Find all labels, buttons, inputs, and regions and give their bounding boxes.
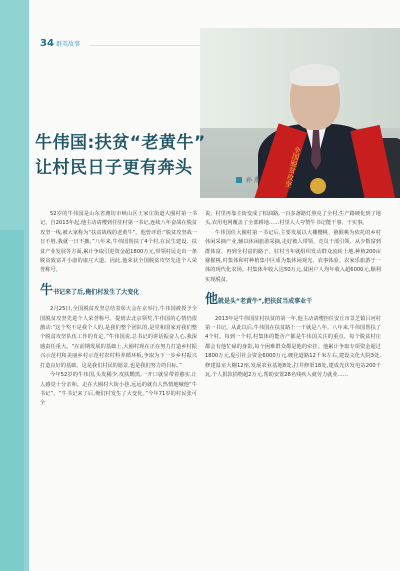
author-marker-icon (236, 177, 242, 183)
left-decorative-band-lower (0, 230, 24, 571)
right-paragraph-1: 说。村里再靠主街变成了柏油路,一百多盏路灯照亮了全村,生产路硬化到了地头,农用电网覆盖了全部耕地……村里人人夸赞牛书记能干事、干实事。 (205, 211, 381, 227)
left-intro-paragraph: 52岁的牛伟国是山东省潍坊市峡山区王家庄街道大圈村第一书记。自2013年起,他主动请缨到任驻村第一书记,连续八年奋战在脱贫攻坚一线,被大家称为“扶贫战线的老黄牛”。他曾评语:“脱贫攻坚战一日不胜,我就一日不撤。”八年来,牛伟国帮扶了4个村,在民生建设、扶贫产业发展等方面,累计争取引进资金超1800万元,带领村民走出一条脱贫致富并小康的康庄大道。因此,他荣获全国脱贫攻坚先进个人荣誉称号。 (40, 211, 197, 274)
section-tag: 群英故事 (56, 41, 81, 48)
photo-medal (310, 178, 326, 194)
right-paragraph-3: 2013年是牛伟国驻村扶贫的第一年,他主动请缨担任安丘市景芝镇吕河村第一书记。从此以后,牛伟国在扶贫路上一干就是八年。八年来,牛伟国帮扶了4个村。每到一个村,村集体的能否产都是牛伟国关注的重点。每个脱贫村庄都会有他忙碌的身影,每个困难群众都是他的牵挂。他累计争取专项资金超过1800万元,促引社会资金6000万元,硬化道路12千米左右,建设文化大院3处,修建温室大棚12座,发展农业基地8处,打井修渠18处,建成光伏发电站200千瓦,个人捐款捐物超2万元,帮助安置28名残疾人就劳力就业…… (205, 315, 381, 379)
left-column (40, 210, 197, 409)
left-paragraph-2: 2月25日,全国脱贫攻坚总结表彰大会在京举行,牛伟国被授予全国脱贫攻坚先进个人荣誉称号。提到去北京领奖,牛伟国的心情仍很激动:“这个奖不是我个人的,是我们整个团队的,是党和国家对我们整个脱贫攻坚队伍工作的肯定。”牛伟国说,总书记的讲话振奋人心,我深感责任重大。“在前期发展的基础上,大圈村现在正在努力打造乡村振兴示范村和美丽乡村示范村农村科养循环板,争取为下一步乡村振兴打造良好的基础。这是我们村民的愿景,也是我们努力的目标。” (40, 306, 197, 369)
article-author: 孙 燕 (246, 177, 260, 184)
left-paragraph-3: 今年52岁的牛伟国,头发稀少,皮肤黝黑,一开口就显带着憨实,让人感觉十分亲和。走在大圈村大街小巷,远远的就有人热情地喊他“牛书记”。“牛书记来了后,俺们村发生了大变化。”今年71岁的村民张可全 (40, 372, 197, 407)
article-title-line1: 牛伟国:扶贫“老黄牛” (35, 133, 206, 153)
portrait-photo (200, 28, 400, 198)
article-title-line2: 让村民日子更有奔头 (35, 158, 193, 178)
right-paragraph-2: 牛伟国任大圈村第一书记后,主要发展以大棚樱桃、猕猴桃为依托的乡村休闲采摘产业,辅以休闲旅游采摘,走好被人带领、竞员干部引领、从少数富到群体富、再到全村富的路子。驻村当年就组织发动群众流转土地,种植200亩猕猴桃,村集体和村种植集中区成为集休闲观光、农事体验、农家乐旅游于一体的现代化农场。村集体年收入达50万元,贫困户人均年收入超6000元,顺利实现脱贫。 (205, 229, 381, 283)
subheading-1-text: 书记来了后,俺们村发生了大变化 (53, 288, 140, 296)
subheading-1-initial: 牛 (40, 282, 54, 298)
subheading-2-text: 就是头“老黄牛”,把扶贫当成事业干 (218, 298, 313, 306)
right-column (205, 210, 381, 381)
subheading-2-initial: 他 (205, 292, 219, 308)
subheading-1 (40, 282, 197, 298)
photo-hair (290, 64, 340, 86)
photo-sash-text: 全国脱贫攻坚 (284, 145, 302, 189)
subheading-2 (205, 292, 381, 308)
page-number: 34 (40, 38, 54, 49)
